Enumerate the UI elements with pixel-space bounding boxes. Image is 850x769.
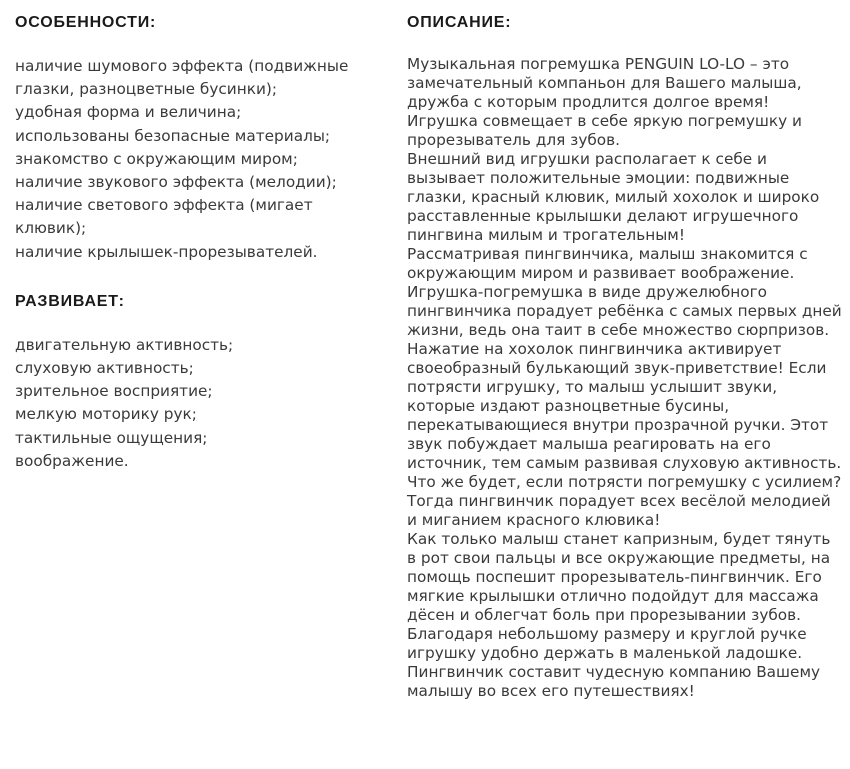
right-column [407, 12, 842, 701]
develops-list-item: слуховую активность; [15, 359, 194, 378]
develops-list-item: мелкую моторику рук; [15, 405, 197, 424]
features-list-item: наличие звукового эффекта (мелодии); [15, 173, 337, 192]
features-list-item: наличие светового эффекта (мигает клювик); [15, 196, 313, 238]
develops-list [15, 334, 385, 473]
develops-list-item: воображение. [15, 451, 129, 470]
develops-list-item: двигательную активность; [15, 335, 234, 354]
develops-list-item: тактильные ощущения; [15, 428, 208, 447]
description-paragraph: Внешний вид игрушки располагает к себе и вызывает положительные эмоции: подвижные глазки, красный клювик, милый хохолок и широко расставленные крылышки делают игрушечного пингвина милым и трогательным! [407, 150, 820, 244]
features-list-item: наличие шумового эффекта (подвижные глазки, разноцветные бусинки); [15, 57, 349, 99]
description-body [407, 55, 842, 701]
features-heading: ОСОБЕННОСТИ: [15, 14, 157, 31]
features-list-item: наличие крылышек-прорезывателей. [15, 242, 318, 261]
description-paragraph: Как только малыш станет капризным, будет тянуть в рот свои пальцы и все окружающие предметы, на помощь поспешит прорезыватель-пингвинчик. Его мягкие крылышки отлично подойдут для массажа дёсен и облегчат боль при прорезывании зубов. [407, 530, 831, 624]
develops-list-item: зрительное восприятие; [15, 382, 213, 401]
description-paragraph: Благодаря небольшому размеру и круглой ручке игрушку удобно держать в маленькой ладошке. Пингвинчик составит чудесную компанию Вашему малышу во всех его путешествиях! [407, 625, 821, 700]
description-paragraph: Музыкальная погремушка PENGUIN LO-LO – это замечательный компаньон для Вашего малыша, дружба с которым продлится долгое время! Игрушка совмещает в себе яркую погремушку и прорезыватель для зубов. [407, 55, 802, 149]
develops-heading: РАЗВИВАЕТ: [15, 292, 125, 310]
features-list [15, 55, 385, 264]
features-list-item: удобная форма и величина; [15, 103, 242, 122]
features-list-item: использованы безопасные материалы; [15, 126, 331, 145]
features-list-item: знакомство с окружающим миром; [15, 149, 298, 168]
description-paragraph: Что же будет, если потрясти погремушку с усилием? Тогда пингвинчик порадует всех весёлой мелодией и миганием красного клювика! [407, 473, 842, 529]
description-paragraph: Игрушка-погремушка в виде дружелюбного пингвинчика порадует ребёнка с самых первых дней жизни, ведь она таит в себе множество сюрпризов. Нажатие на хохолок пингвинчика активирует своеобразный булькающий звук-приветствие! Если потрясти игрушку, то малыш услышит звуки, которые издают разноцветные бусины, перекатывающиеся внутри прозрачной ручки. Этот звук побуждает малыша реагировать на его источник, тем самым развивая слуховую активность. [407, 283, 842, 472]
left-column [15, 12, 385, 473]
description-paragraph: Рассматривая пингвинчика, малыш знакомится с окружающим миром и развивает воображение. [407, 245, 808, 282]
description-heading: ОПИСАНИЕ: [407, 14, 512, 31]
